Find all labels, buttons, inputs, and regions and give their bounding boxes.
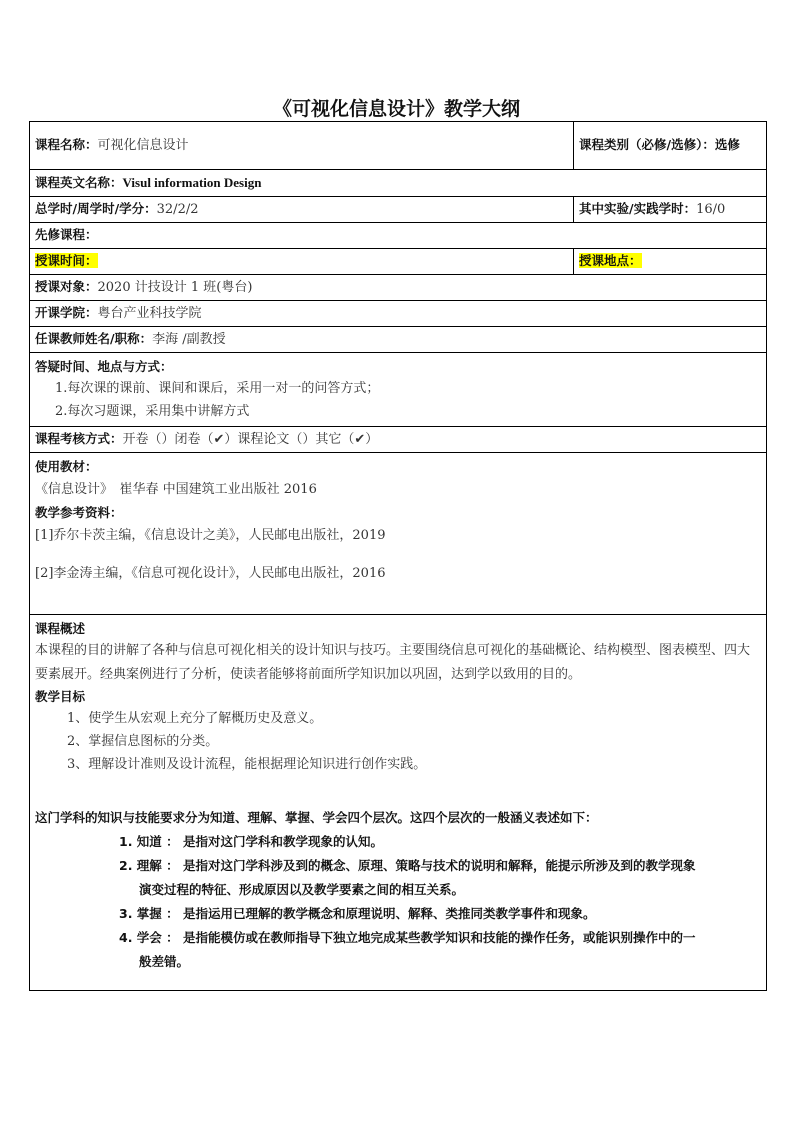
textbook-label: 使用教材： bbox=[35, 459, 98, 474]
hours-cell bbox=[30, 197, 574, 223]
class-time-cell bbox=[30, 249, 574, 275]
assessment-cell bbox=[30, 427, 767, 453]
goal-item: 3、理解设计准则及设计流程，能根据理论知识进行创作实践。 bbox=[67, 757, 427, 772]
english-name-value: Visul information Design bbox=[122, 174, 262, 190]
college-value: 粤台产业科技学院 bbox=[97, 306, 202, 321]
hours-value: 32/2/2 bbox=[156, 202, 199, 217]
level-item: 4. 学会 ： 是指能模仿或在教师指导下独立地完成某些教学知识和技能的操作任务，或能识别操作中的一 bbox=[119, 930, 696, 945]
level-item-continued: 般差错。 bbox=[139, 954, 190, 969]
reference-item: [2]李金涛主编，《信息可视化设计》，人民邮电出版社，2016 bbox=[35, 566, 386, 581]
course-name-label: 课程名称： bbox=[35, 137, 98, 152]
qa-item: 1.每次课的课前、课间和课后，采用一对一的问答方式； bbox=[55, 381, 380, 396]
level-item: 2. 理解 ： 是指对这门学科涉及到的概念、原理、策略与技术的说明和解释，能提示所涉及到的教学现象 bbox=[119, 858, 696, 873]
class-place-cell bbox=[574, 249, 767, 275]
overview-label: 课程概述 bbox=[35, 621, 86, 636]
teacher-label: 任课教师姓名/职称： bbox=[35, 331, 153, 346]
level-item-continued: 演变过程的特征、形成原因以及教学要素之间的相互关系。 bbox=[139, 882, 465, 897]
level-item: 3. 掌握 ： 是指运用已理解的教学概念和原理说明、解释、类推同类教学事件和现象。 bbox=[119, 906, 596, 921]
audience-value: 2020 计技设计 1 班(粤台) bbox=[97, 280, 253, 295]
audience-cell bbox=[30, 275, 767, 301]
course-type-cell bbox=[574, 122, 767, 170]
qa-label: 答疑时间、地点与方式： bbox=[35, 359, 173, 374]
teacher-cell bbox=[30, 327, 767, 353]
lab-hours-cell bbox=[574, 197, 767, 223]
course-name-cell bbox=[30, 122, 574, 170]
lab-hours-label: 其中实验/实践学时： bbox=[579, 201, 697, 216]
lab-hours-value: 16/0 bbox=[696, 202, 726, 217]
prerequisite-cell bbox=[30, 223, 767, 249]
goal-item: 2、掌握信息图标的分类。 bbox=[67, 734, 219, 749]
references-label: 教学参考资料： bbox=[35, 505, 123, 520]
course-type-label: 课程类别（必修/选修）： bbox=[579, 137, 715, 152]
levels-section bbox=[35, 806, 761, 974]
materials-cell bbox=[30, 453, 767, 615]
prerequisite-label: 先修课程： bbox=[35, 227, 98, 242]
qa-cell bbox=[30, 353, 767, 427]
syllabus-table bbox=[29, 121, 767, 991]
assessment-value: 开卷（）闭卷（✔）课程论文（）其它（✔） bbox=[122, 432, 379, 447]
overview-text: 本课程的目的讲解了各种与信息可视化相关的设计知识与技巧。主要围绕信息可视化的基础概论、结构模型、图表模型、四大要素展开。经典案例进行了分析，使读者能够将前面所学知识加以巩固，达到学以致用的目的。 bbox=[35, 643, 751, 682]
page-title: 《可视化信息设计》教学大纲 bbox=[272, 98, 520, 120]
qa-item: 2.每次习题课，采用集中讲解方式 bbox=[55, 404, 250, 419]
english-name-label: 课程英文名称： bbox=[35, 174, 123, 190]
teacher-value: 李海 /副教授 bbox=[152, 332, 226, 347]
class-time-label: 授课时间： bbox=[35, 253, 98, 268]
levels-intro: 这门学科的知识与技能要求分为知道、理解、掌握、学会四个层次。这四个层次的一般涵义表述如下： bbox=[35, 810, 598, 825]
reference-item: [1]乔尔卡茨主编，《信息设计之美》，人民邮电出版社，2019 bbox=[35, 528, 386, 543]
level-item: 1. 知道 ： 是指对这门学科和教学现象的认知。 bbox=[119, 834, 384, 849]
goal-item: 1、使学生从宏观上充分了解概历史及意义。 bbox=[67, 711, 323, 726]
textbook-value: 《信息设计》 崔华春 中国建筑工业出版社 2016 bbox=[35, 482, 317, 497]
goals-label: 教学目标 bbox=[35, 689, 86, 704]
course-name-value: 可视化信息设计 bbox=[97, 138, 189, 153]
hours-label: 总学时/周学时/学分： bbox=[35, 201, 157, 216]
row-course-name bbox=[30, 122, 767, 170]
course-type-value: 选修 bbox=[714, 137, 740, 152]
class-place-label: 授课地点： bbox=[579, 253, 642, 268]
english-name-cell bbox=[30, 170, 767, 197]
college-cell bbox=[30, 301, 767, 327]
overview-cell bbox=[30, 615, 767, 991]
assessment-label: 课程考核方式： bbox=[35, 431, 123, 446]
audience-label: 授课对象： bbox=[35, 279, 98, 294]
college-label: 开课学院： bbox=[35, 305, 98, 320]
